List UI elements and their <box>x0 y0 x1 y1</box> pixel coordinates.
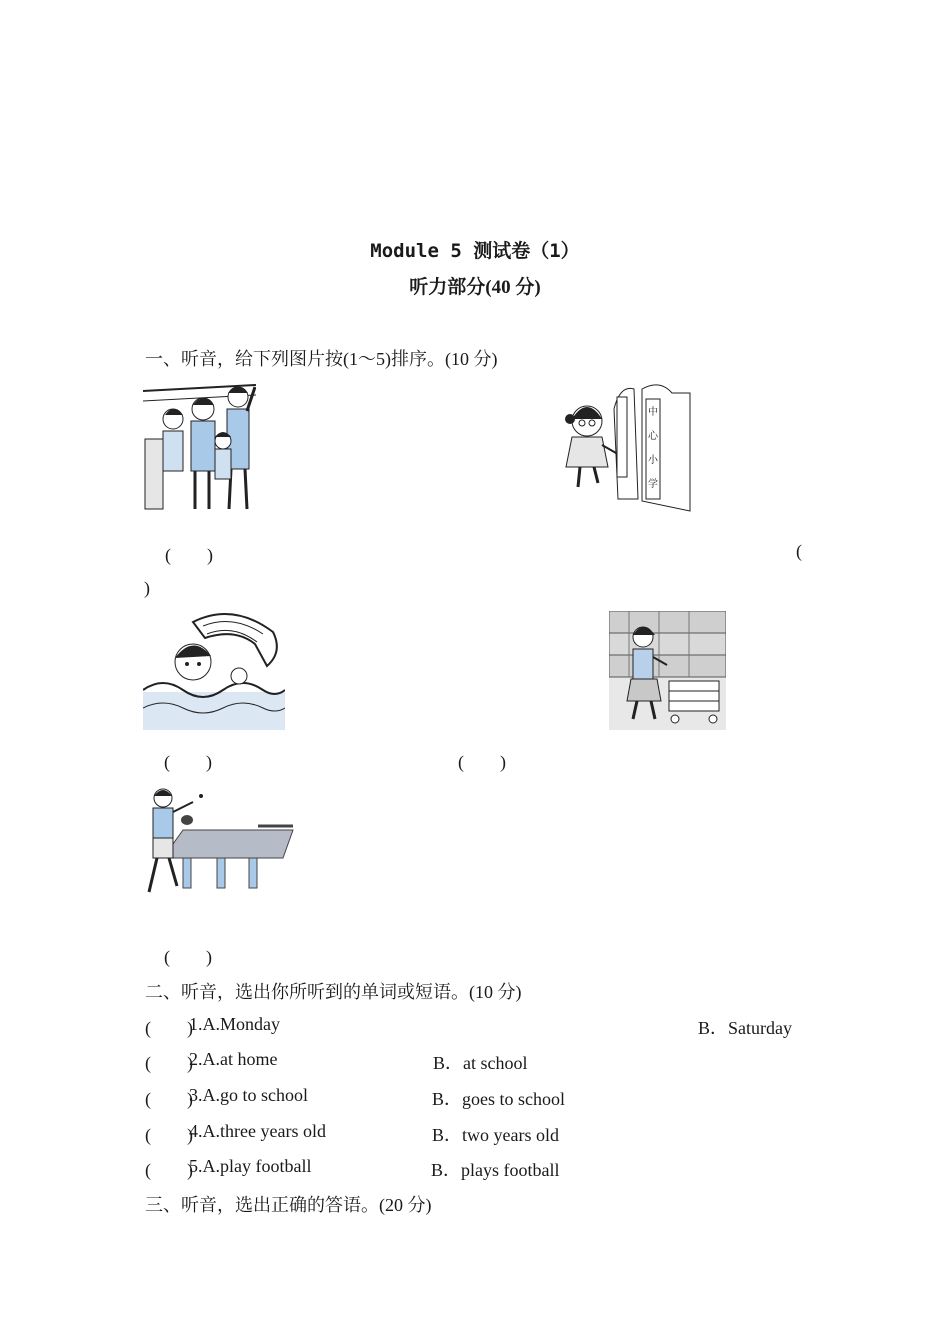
answer-blank-2-close: ) <box>144 578 150 598</box>
part2-item-3-option-a: 3.A.go to school <box>189 1085 308 1105</box>
part2-item-1-blank[interactable]: ( ) <box>145 1018 193 1038</box>
answer-blank-1[interactable]: ( ) <box>165 545 213 565</box>
part2-item-1-option-b: B．Saturday <box>698 1018 792 1038</box>
school-sign-char-1: 中 <box>648 407 658 418</box>
part2-item-4-option-b: B．two years old <box>432 1125 559 1145</box>
part2-item-2-option-a: 2.A.at home <box>189 1049 278 1069</box>
part2-item-5-option-a: 5.A.play football <box>189 1156 312 1176</box>
page-title: Module 5 测试卷（1） <box>370 240 580 262</box>
part2-item-5-option-b: B．plays football <box>431 1160 560 1180</box>
school-sign-char-4: 学 <box>648 479 658 490</box>
picture-people-on-bus <box>143 379 256 512</box>
picture-girl-shopping <box>609 611 726 730</box>
part2-item-1-option-a: 1.A.Monday <box>189 1014 280 1034</box>
answer-blank-5[interactable]: ( ) <box>164 947 212 967</box>
part2-item-4-blank[interactable]: ( ) <box>145 1125 193 1145</box>
answer-blank-4[interactable]: ( ) <box>458 752 506 772</box>
picture-girl-at-school-gate <box>562 379 692 512</box>
part2-item-2-blank[interactable]: ( ) <box>145 1053 193 1073</box>
part1-heading: 一、听音，给下列图片按(1～5)排序。(10 分) <box>145 349 498 369</box>
part2-heading: 二、听音，选出你所听到的单词或短语。(10 分) <box>145 982 522 1002</box>
school-sign-char-2: 心 <box>648 431 658 442</box>
page-subtitle: 听力部分(40 分) <box>409 277 541 298</box>
part2-item-5-blank[interactable]: ( ) <box>145 1160 193 1180</box>
part2-item-3-option-b: B．goes to school <box>432 1089 565 1109</box>
part2-item-2-option-b: B．at school <box>433 1053 528 1073</box>
part2-item-3-blank[interactable]: ( ) <box>145 1089 193 1109</box>
part2-item-4-option-a: 4.A.three years old <box>189 1121 326 1141</box>
school-sign-char-3: 小 <box>648 455 658 466</box>
part3-heading: 三、听音，选出正确的答语。(20 分) <box>145 1195 432 1215</box>
picture-boy-swimming <box>143 612 285 730</box>
answer-blank-2-open[interactable]: ( <box>796 541 802 561</box>
answer-blank-3[interactable]: ( ) <box>164 752 212 772</box>
picture-boy-playing-table-tennis <box>143 782 295 912</box>
